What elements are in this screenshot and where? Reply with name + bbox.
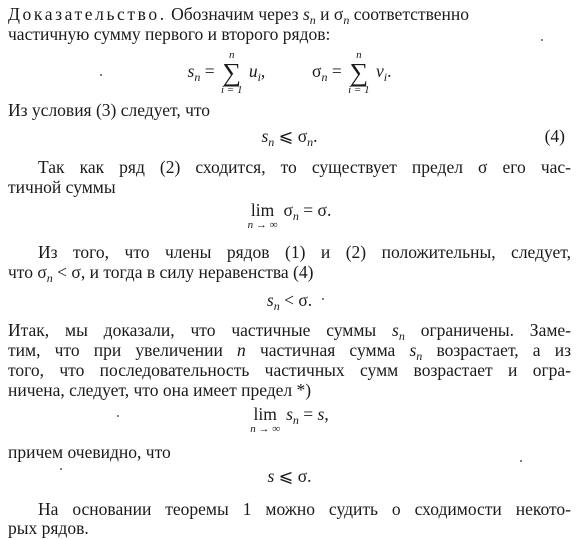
- proof-heading: Доказательство.: [8, 4, 167, 24]
- limit-operator: lim n → ∞: [250, 404, 281, 435]
- scan-speck: [520, 460, 522, 462]
- scan-speck: [541, 39, 543, 41]
- paragraph-proof-line-2: частичную сумму первого и второго рядов:: [8, 24, 331, 44]
- paragraph-conclusion-line-1: Итак, мы доказали, что частичные суммы $s_n$ ограничены. Заме-: [8, 320, 572, 343]
- paragraph-series-line-1: Так как ряд (2) сходится, то существует предел σ его час-: [38, 157, 571, 177]
- paragraph-series-line-2: тичной суммы: [8, 177, 116, 197]
- equation-limit-s: lim n → ∞ $s_n = s$,: [250, 404, 329, 435]
- equation-number: (4): [544, 126, 565, 146]
- equation-final: s ⩽ σ.: [267, 466, 312, 486]
- equation-bounded: $s_n < \sigma$.: [266, 290, 313, 313]
- sum-operator: n ∑ i = 1: [348, 49, 370, 96]
- scan-speck: [60, 468, 62, 470]
- scan-speck: [117, 415, 119, 417]
- equation-partial-sums: $s_n$ = n ∑ i = 1 $u_i$, $\sigma_n$ = n ∑ i = 1 $v_i$.: [187, 49, 392, 96]
- equation-limit-sigma: lim n → ∞ $\sigma_n = \sigma$.: [247, 200, 332, 231]
- equation-4: $s_n$ ⩽ $\sigma_n$.: [261, 126, 318, 149]
- paragraph-theorem-line-2: рых рядов.: [8, 518, 89, 538]
- paragraph-positive-line-2: что $\sigma_n < \sigma$, и тогда в силу неравенства (4): [8, 262, 314, 285]
- paragraph-condition: Из условия (3) следует, что: [8, 100, 211, 120]
- scan-speck: [100, 74, 102, 76]
- paragraph-obvious: причем очевидно, что: [8, 442, 171, 462]
- limit-operator: lim n → ∞: [247, 200, 278, 231]
- paragraph-conclusion-line-3: того, что последовательность частичных сумм возрастает и огра-: [8, 360, 571, 380]
- paragraph-proof-line-1: Доказательство. Обозначим через $s_n$ и $\sigma_n$ соответственно: [8, 4, 469, 27]
- paragraph-positive-line-1: Из того, что члены рядов (1) и (2) положительны, следует,: [38, 242, 571, 262]
- sum-operator: n ∑ i = 1: [220, 49, 243, 96]
- paragraph-conclusion-line-2: тим, что при увеличении n частичная сумма $s_n$ возрастает, а из: [8, 340, 572, 363]
- paragraph-theorem-line-1: На основании теоремы 1 можно судить о сходимости некото-: [38, 499, 571, 519]
- scan-speck: [322, 298, 324, 300]
- paragraph-conclusion-line-4: ничена, следует, что она имеет предел *): [8, 380, 312, 400]
